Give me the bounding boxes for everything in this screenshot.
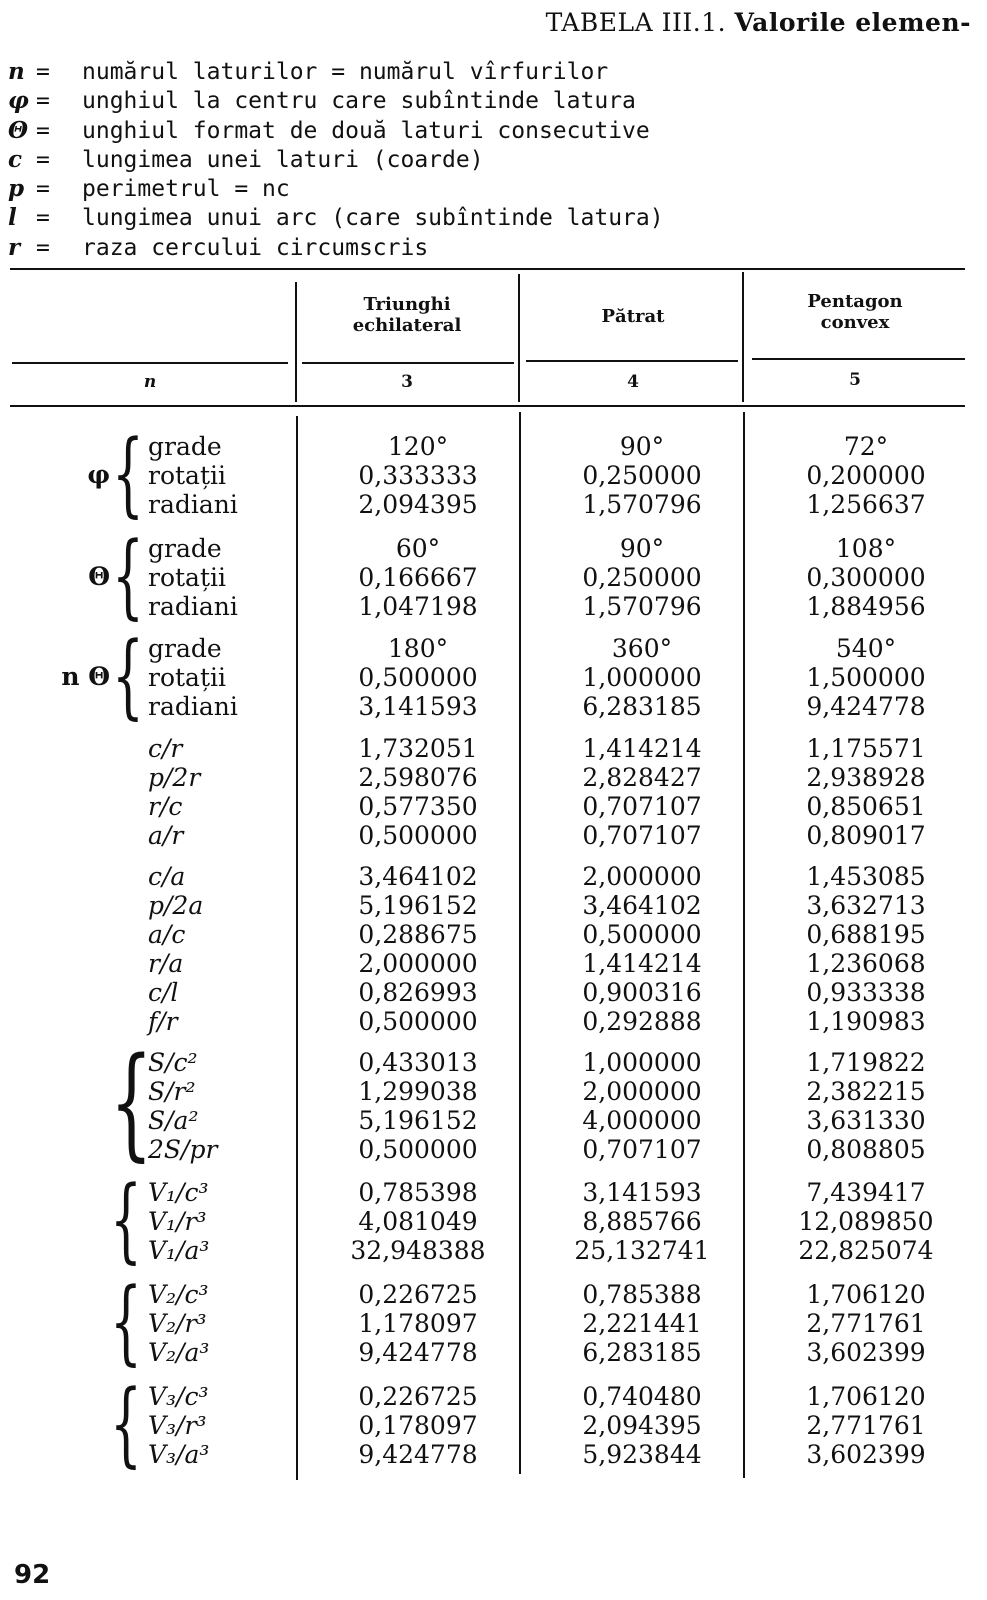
table-cell: 1,414214 [582, 734, 702, 763]
table-cell: 8,885766 [582, 1207, 702, 1236]
row-label: r/c [148, 792, 183, 821]
definition-text: perimetrul = nc [82, 176, 290, 203]
definition-row [8, 204, 664, 233]
definition-text: raza cercului circumscris [82, 234, 429, 261]
definition-equals: = [36, 234, 50, 261]
table-cell: 60° [395, 534, 441, 563]
table-cell: 0,226725 [358, 1280, 478, 1309]
n-value: 5 [849, 370, 861, 390]
table-cell: 0,809017 [806, 821, 926, 850]
table-cell: 0,500000 [358, 663, 478, 692]
table-cell: 3,632713 [806, 891, 926, 920]
table-cell: 0,250000 [582, 461, 702, 490]
n-row-rule [10, 405, 965, 407]
table-cell: 1,706120 [806, 1280, 926, 1309]
definition-symbol: n [8, 58, 25, 85]
row-label: a/c [148, 920, 186, 949]
group-brace: { [112, 521, 144, 629]
table-cell: 540° [835, 634, 897, 663]
table-cell: 0,500000 [358, 821, 478, 850]
row-label: p/2a [148, 891, 204, 920]
group-symbol: n Θ [61, 661, 110, 691]
table-cell: 2,938928 [806, 763, 926, 792]
definition-equals: = [36, 146, 50, 173]
table-cell: 5,196152 [358, 891, 478, 920]
column-header [300, 294, 514, 336]
row-label: V₁/c³ [148, 1178, 209, 1207]
table-cell: 3,141593 [358, 692, 478, 721]
column-divider [295, 282, 297, 402]
table-cell: 3,141593 [582, 1178, 702, 1207]
group-brace: { [112, 621, 144, 729]
table-cell: 0,707107 [582, 792, 702, 821]
header-rule [752, 358, 965, 360]
table-cell: 72° [843, 432, 889, 461]
row-label: V₂/r³ [148, 1309, 207, 1338]
definition-equals: = [36, 176, 50, 203]
table-cell: 1,256637 [806, 490, 926, 519]
header-rule [526, 360, 738, 362]
column-header-line: convex [820, 312, 890, 333]
table-cell: 1,706120 [806, 1382, 926, 1411]
group-brace: { [110, 1165, 142, 1273]
group-brace: { [110, 1267, 142, 1375]
row-label: f/r [148, 1007, 178, 1036]
table-cell: 2,000000 [582, 1077, 702, 1106]
row-label: p/2r [148, 763, 201, 792]
table-cell: 1,047198 [358, 592, 478, 621]
row-label: c/a [148, 862, 186, 891]
group-brace: { [110, 1369, 142, 1477]
table-title-number: TABELA III.1. [545, 8, 727, 37]
table-cell: 2,094395 [358, 490, 478, 519]
table-cell: 3,464102 [358, 862, 478, 891]
table-cell: 2,771761 [806, 1309, 926, 1338]
group-symbol: Θ [88, 561, 110, 591]
definition-equals: = [36, 117, 50, 144]
column-divider [742, 272, 744, 402]
table-cell: 0,826993 [358, 978, 478, 1007]
table-cell: 120° [387, 432, 449, 461]
table-cell: 6,283185 [582, 692, 702, 721]
row-label: radiani [148, 592, 238, 621]
table-cell: 1,453085 [806, 862, 926, 891]
table-cell: 0,933338 [806, 978, 926, 1007]
table-top-rule [10, 268, 965, 270]
definition-row [8, 117, 664, 146]
table-cell: 3,602399 [806, 1338, 926, 1367]
table-cell: 6,283185 [582, 1338, 702, 1367]
definition-symbol: φ [8, 87, 29, 115]
row-label: rotații [148, 663, 226, 692]
table-cell: 2,771761 [806, 1411, 926, 1440]
table-cell: 0,500000 [582, 920, 702, 949]
table-cell: 0,200000 [806, 461, 926, 490]
column-header-line: Pătrat [601, 306, 665, 327]
table-cell: 0,333333 [358, 461, 478, 490]
definition-row [8, 87, 664, 116]
table-cell: 0,740480 [582, 1382, 702, 1411]
table-cell: 1,719822 [806, 1048, 926, 1077]
table-cell: 0,178097 [358, 1411, 478, 1440]
table-cell: 0,785388 [582, 1280, 702, 1309]
row-label: grade [148, 432, 222, 461]
table-cell: 1,570796 [582, 592, 702, 621]
table-cell: 2,598076 [358, 763, 478, 792]
table-cell: 4,081049 [358, 1207, 478, 1236]
row-label: V₃/a³ [148, 1440, 210, 1469]
definition-symbol: Θ [8, 116, 29, 144]
row-label: V₁/r³ [148, 1207, 207, 1236]
n-value: 3 [401, 372, 413, 392]
row-label: V₂/c³ [148, 1280, 209, 1309]
table-cell: 2,828427 [582, 763, 702, 792]
definition-row [8, 58, 664, 87]
table-cell: 4,000000 [582, 1106, 702, 1135]
table-cell: 1,000000 [582, 1048, 702, 1077]
definition-text: numărul laturilor = numărul vîrfurilor [82, 59, 609, 85]
table-cell: 2,000000 [582, 862, 702, 891]
table-cell: 22,825074 [798, 1236, 934, 1265]
table-cell: 1,884956 [806, 592, 926, 621]
row-label: S/r² [148, 1077, 196, 1106]
table-cell: 1,570796 [582, 490, 702, 519]
row-label: grade [148, 534, 222, 563]
table-cell: 5,196152 [358, 1106, 478, 1135]
table-cell: 1,299038 [358, 1077, 478, 1106]
table-cell: 180° [387, 634, 449, 663]
table-cell: 7,439417 [806, 1178, 926, 1207]
table-cell: 0,785398 [358, 1178, 478, 1207]
table-cell: 9,424778 [358, 1440, 478, 1469]
group-brace: { [112, 419, 144, 527]
table-cell: 5,923844 [582, 1440, 702, 1469]
table-cell: 0,226725 [358, 1382, 478, 1411]
table-cell: 0,577350 [358, 792, 478, 821]
page-number: 92 [14, 1560, 51, 1590]
table-cell: 2,382215 [806, 1077, 926, 1106]
table-cell: 1,236068 [806, 949, 926, 978]
column-header-line: Triunghi [363, 294, 451, 315]
column-divider [518, 274, 520, 402]
group-symbol: φ [87, 459, 110, 489]
table-title [546, 8, 971, 37]
table-cell: 1,178097 [358, 1309, 478, 1338]
table-cell: 90° [619, 432, 665, 461]
table-cell: 0,900316 [582, 978, 702, 1007]
table-cell: 0,808805 [806, 1135, 926, 1164]
row-label: radiani [148, 490, 238, 519]
table-cell: 0,250000 [582, 563, 702, 592]
table-cell: 3,464102 [582, 891, 702, 920]
table-cell: 0,850651 [806, 792, 926, 821]
definition-equals: = [36, 88, 50, 115]
table-cell: 0,288675 [358, 920, 478, 949]
table-cell: 1,190983 [806, 1007, 926, 1036]
row-label: c/r [148, 734, 183, 763]
column-divider [296, 416, 298, 1480]
definition-equals: = [36, 59, 50, 85]
table-cell: 0,688195 [806, 920, 926, 949]
table-cell: 3,602399 [806, 1440, 926, 1469]
n-row-label: n [143, 372, 157, 392]
definition-equals: = [36, 205, 50, 232]
row-label: rotații [148, 461, 226, 490]
definition-symbol: c [8, 145, 23, 173]
definition-row [8, 234, 664, 263]
table-cell: 1,500000 [806, 663, 926, 692]
table-title-text: Valorile elemen- [734, 8, 971, 37]
table-cell: 2,094395 [582, 1411, 702, 1440]
table-cell: 0,707107 [582, 1135, 702, 1164]
row-label: V₁/a³ [148, 1236, 210, 1265]
column-header-line: Pentagon [807, 291, 903, 312]
row-label: r/a [148, 949, 184, 978]
row-label: V₃/c³ [148, 1382, 209, 1411]
row-label: S/c² [148, 1048, 198, 1077]
table-cell: 32,948388 [350, 1236, 486, 1265]
row-label: a/r [148, 821, 184, 850]
table-cell: 9,424778 [358, 1338, 478, 1367]
n-value: 4 [627, 372, 639, 392]
table-cell: 1,000000 [582, 663, 702, 692]
column-header [524, 306, 742, 327]
table-cell: 0,300000 [806, 563, 926, 592]
column-header [748, 291, 962, 333]
table-cell: 2,000000 [358, 949, 478, 978]
table-cell: 25,132741 [574, 1236, 710, 1265]
table-cell: 0,433013 [358, 1048, 478, 1077]
table-cell: 12,089850 [798, 1207, 934, 1236]
column-header-line: echilateral [352, 315, 462, 336]
row-label: rotații [148, 563, 226, 592]
definition-symbol: p [8, 175, 25, 203]
table-cell: 0,292888 [582, 1007, 702, 1036]
row-label: V₂/a³ [148, 1338, 210, 1367]
table-cell: 108° [835, 534, 897, 563]
table-cell: 9,424778 [806, 692, 926, 721]
row-label: V₃/r³ [148, 1411, 207, 1440]
definition-row [8, 146, 664, 175]
definitions-list [8, 58, 664, 263]
row-label: radiani [148, 692, 238, 721]
table-cell: 360° [611, 634, 673, 663]
table-cell: 1,175571 [806, 734, 926, 763]
table-cell: 3,631330 [806, 1106, 926, 1135]
table-cell: 0,500000 [358, 1007, 478, 1036]
definition-symbol: r [8, 233, 21, 261]
definition-text: lungimea unui arc (care subîntinde latura) [82, 205, 664, 232]
table-cell: 90° [619, 534, 665, 563]
table-cell: 1,414214 [582, 949, 702, 978]
table-cell: 0,707107 [582, 821, 702, 850]
header-rule [302, 362, 514, 364]
row-label: c/l [148, 978, 179, 1007]
table-cell: 2,221441 [582, 1309, 702, 1338]
header-rule [12, 362, 288, 364]
table-cell: 1,732051 [358, 734, 478, 763]
definition-symbol: l [8, 204, 17, 232]
row-label: S/a² [148, 1106, 199, 1135]
definition-row [8, 175, 664, 204]
definition-text: unghiul la centru care subîntinde latura [82, 88, 636, 115]
definition-text: lungimea unei laturi (coarde) [82, 146, 484, 173]
row-label: grade [148, 634, 222, 663]
definition-text: unghiul format de două laturi consecutive [82, 117, 650, 144]
row-label: 2S/pr [148, 1135, 218, 1164]
group-brace: { [110, 1031, 153, 1174]
table-cell: 0,500000 [358, 1135, 478, 1164]
table-cell: 0,166667 [358, 563, 478, 592]
